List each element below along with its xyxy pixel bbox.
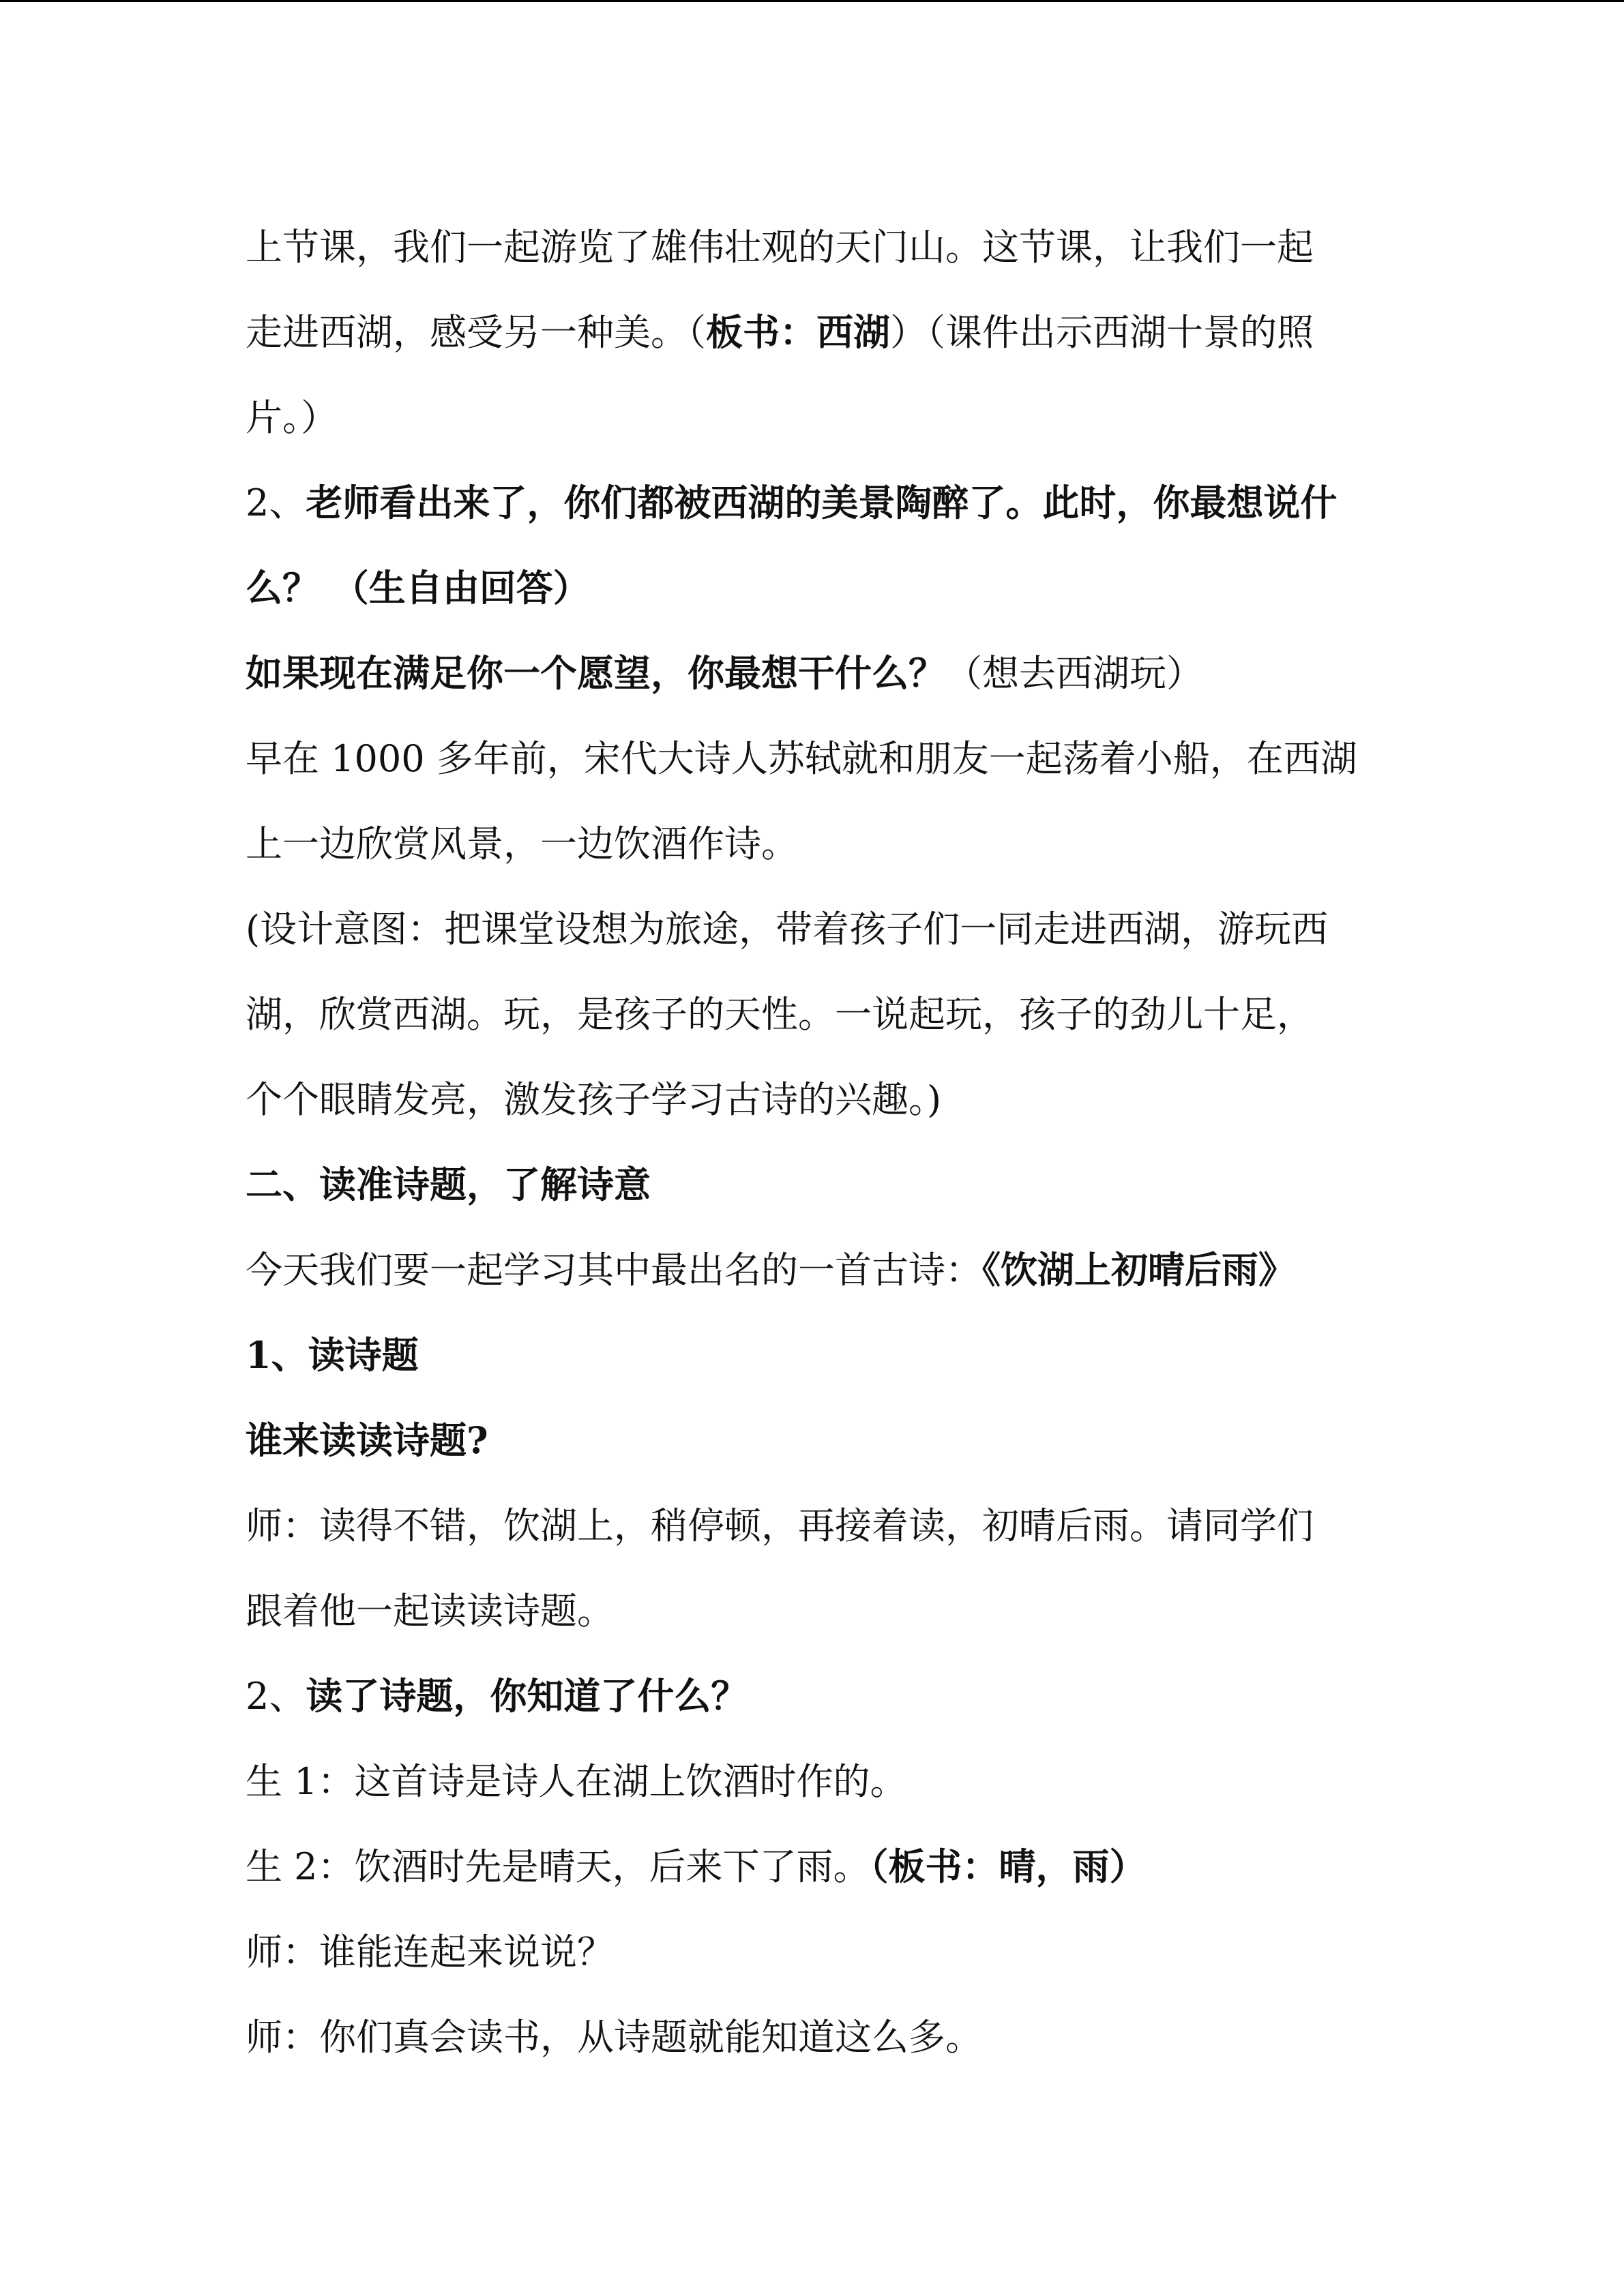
text-segment: 今天我们要一起学习其中最出名的一首古诗： <box>246 1249 982 1292</box>
text-segment: 师：谁能连起来说说？ <box>246 1930 614 1973</box>
text-line <box>246 886 1378 972</box>
text-line <box>246 1909 1378 1995</box>
text-line <box>246 1227 1378 1313</box>
text-line <box>246 1398 1378 1483</box>
text-line <box>246 1057 1378 1142</box>
text-segment: 2、 <box>246 1675 306 1718</box>
top-border-line <box>0 0 1624 2</box>
text-line <box>246 1313 1378 1398</box>
text-line <box>246 205 1378 290</box>
text-segment: 早在 1000 多年前，宋代大诗人苏轼就和朋友一起荡着小船，在西湖 <box>246 737 1357 780</box>
bold-text-segment: 么？ （生自由回答） <box>246 566 590 610</box>
bold-text-segment: 谁来读读诗题? <box>246 1418 488 1462</box>
bold-text-segment: 板书：西湖 <box>706 310 890 354</box>
text-line <box>246 1142 1378 1227</box>
bold-text-segment: 读了诗题，你知道了什么？ <box>306 1674 748 1718</box>
text-line <box>246 1568 1378 1654</box>
text-line <box>246 290 1378 375</box>
text-line <box>246 1483 1378 1568</box>
text-segment: （想去西湖玩） <box>945 652 1203 695</box>
bold-text-segment: 如果现在满足你一个愿望，你最想干什么？ <box>246 651 945 695</box>
text-line <box>246 972 1378 1057</box>
text-segment: 师：你们真会读书，从诗题就能知道这么多。 <box>246 2016 982 2059</box>
text-segment: 2、 <box>246 481 306 524</box>
text-line <box>246 1995 1378 2080</box>
text-line <box>246 546 1378 631</box>
bold-text-segment: （板书：晴，雨） <box>870 1845 1147 1888</box>
text-segment: 生 2：饮酒时先是晴天，后来下了雨。 <box>246 1845 870 1888</box>
text-segment: (设计意图：把课堂设想为旅途，带着孩子们一同走进西湖，游玩西 <box>246 908 1329 951</box>
text-line <box>246 460 1378 546</box>
text-segment: 师：读得不错，饮湖上，稍停顿，再接着读，初晴后雨。请同学们 <box>246 1504 1314 1547</box>
text-segment: ）（课件出示西湖十景的照 <box>890 311 1314 354</box>
text-line <box>246 1824 1378 1909</box>
text-line <box>246 375 1378 460</box>
text-segment: 上一边欣赏风景，一边饮酒作诗。 <box>246 822 798 865</box>
document-page <box>246 205 1378 2080</box>
text-segment: 上节课，我们一起游览了雄伟壮观的天门山。这节课，让我们一起 <box>246 226 1314 269</box>
text-line <box>246 1654 1378 1739</box>
text-segment: 片。） <box>246 396 338 439</box>
bold-text-segment: 老师看出来了，你们都被西湖的美景陶醉了。此时，你最想说什 <box>306 481 1338 524</box>
text-segment: 湖，欣赏西湖。玩，是孩子的天性。一说起玩，孩子的劲儿十足， <box>246 993 1314 1036</box>
text-segment: 跟着他一起读读诗题。 <box>246 1590 614 1632</box>
text-line <box>246 631 1378 716</box>
bold-text-segment: 二、读准诗题，了解诗意 <box>246 1163 651 1206</box>
text-line <box>246 801 1378 886</box>
text-segment: 生 1：这首诗是诗人在湖上饮酒时作的。 <box>246 1760 907 1803</box>
bold-text-segment: 《饮湖上初晴后雨》 <box>982 1248 1295 1292</box>
text-segment: 个个眼睛发亮，激发孩子学习古诗的兴趣。) <box>246 1078 942 1121</box>
text-line <box>246 716 1378 801</box>
text-line <box>246 1739 1378 1824</box>
bold-text-segment: 1、读诗题 <box>246 1333 419 1377</box>
text-segment: 走进西湖，感受另一种美。（ <box>246 311 706 354</box>
